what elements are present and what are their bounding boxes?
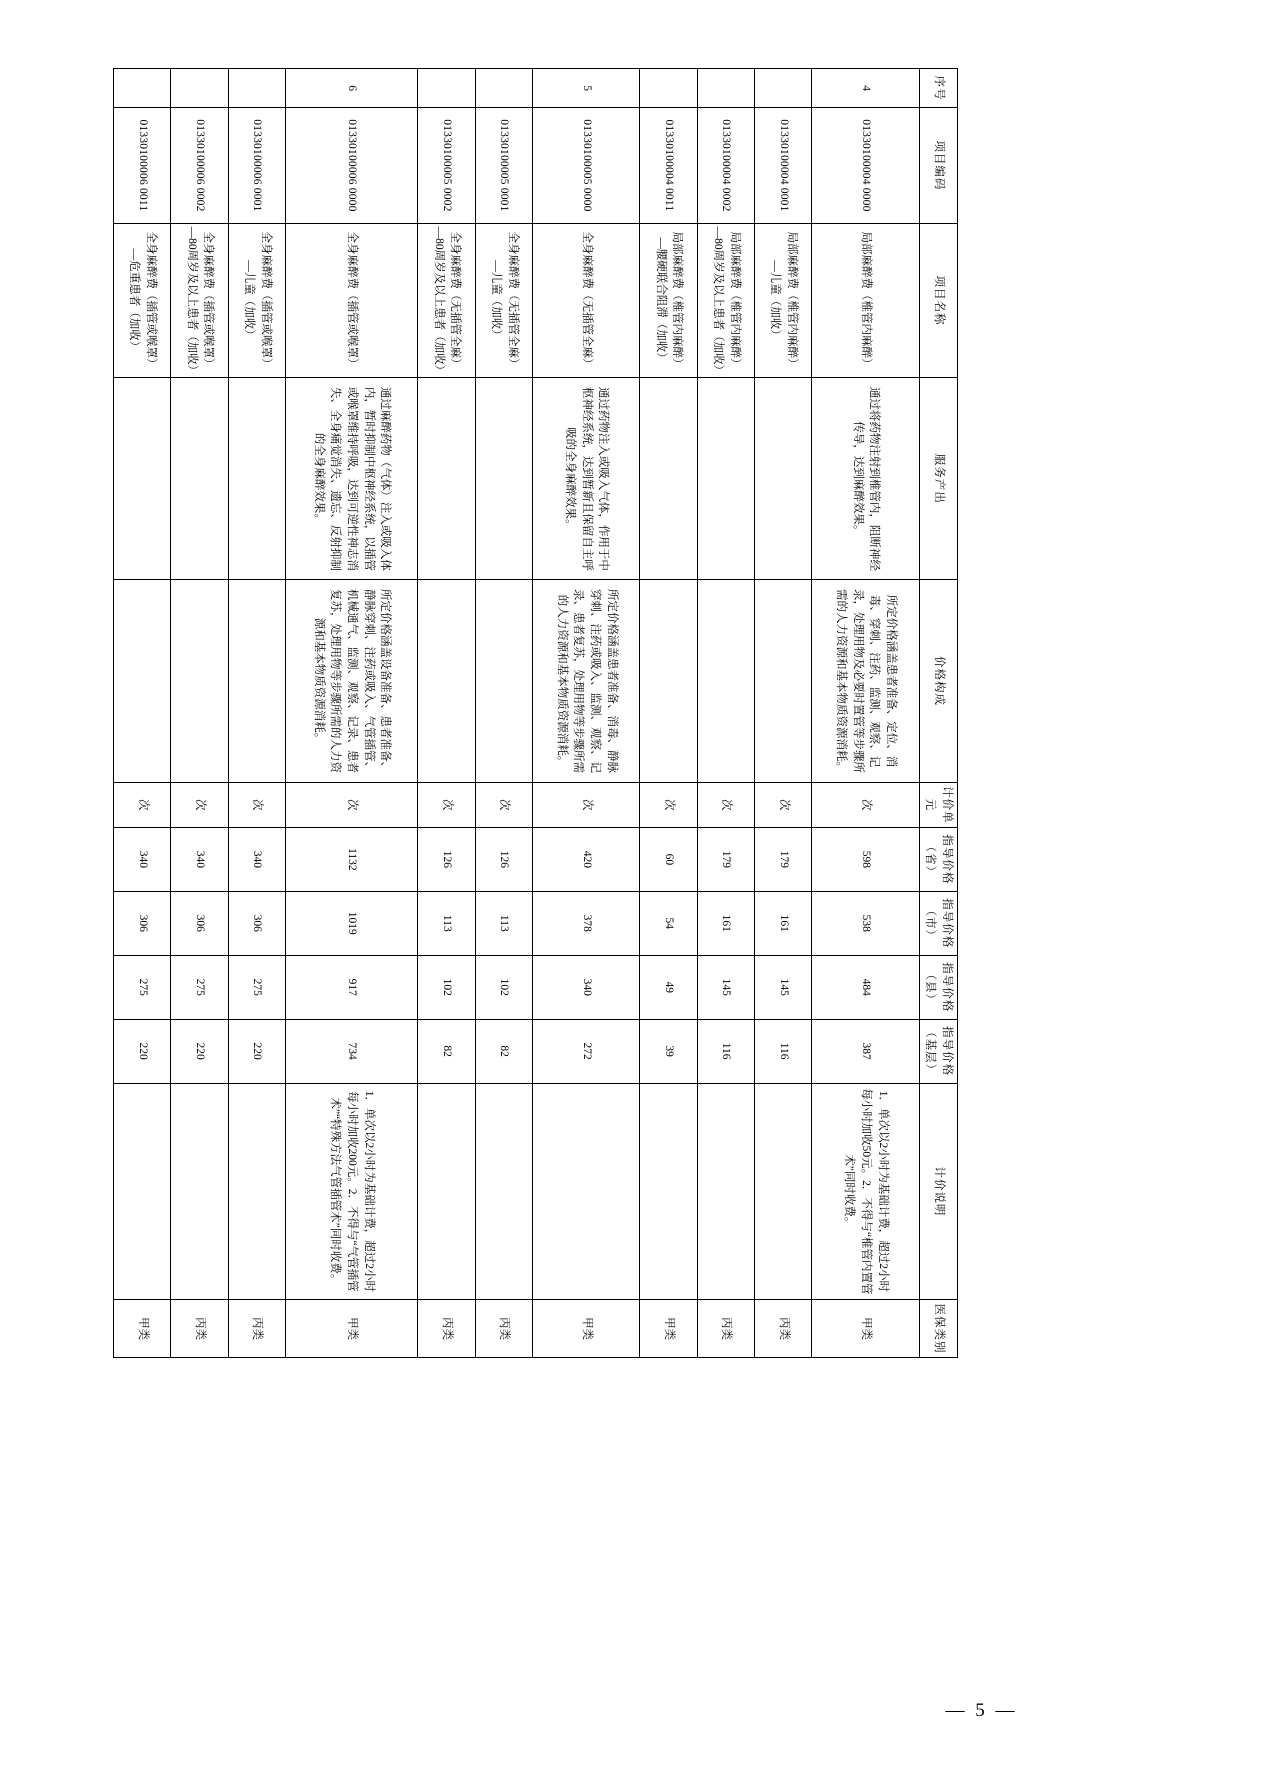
cell-output — [697, 378, 754, 580]
cell-seq — [418, 69, 475, 108]
table-row — [755, 69, 812, 1358]
cell-category: 甲类 — [812, 1300, 919, 1358]
cell-code: 01330100006 0001 — [228, 108, 285, 223]
cell-price-province: 60 — [640, 827, 697, 891]
table-row — [697, 69, 754, 1358]
cell-price-city: 54 — [640, 891, 697, 955]
cell-compose: 所定价格涵盖设备准备、患者准备、静脉穿刺、注药或吸入、气管插管、机械通气、监测、观察、记录、患者复苏，处理用物等步骤所需的人力资源和基本物质资源消耗。 — [286, 580, 418, 782]
cell-price-city: 161 — [697, 891, 754, 955]
cell-name: 局部麻醉费（椎管内麻醉）—腰硬联合阻滞（加收） — [640, 223, 697, 378]
cell-price-city: 113 — [475, 891, 532, 955]
header-output: 服务产出 — [919, 378, 957, 580]
header-note: 计价说明 — [919, 1083, 957, 1300]
cell-price-base: 220 — [114, 1019, 171, 1083]
cell-price-city: 378 — [533, 891, 640, 955]
cell-output — [114, 378, 171, 580]
cell-note — [697, 1083, 754, 1300]
cell-note — [533, 1083, 640, 1300]
cell-price-province: 1132 — [286, 827, 418, 891]
cell-category: 甲类 — [286, 1300, 418, 1358]
cell-category: 丙类 — [418, 1300, 475, 1358]
cell-output: 通过将药物注射到椎管内，阻断神经传导，达到麻醉效果。 — [812, 378, 919, 580]
cell-unit: 次 — [228, 782, 285, 827]
table-row — [812, 69, 919, 1358]
cell-name: 全身麻醉费（无插管全麻）—80周岁及以上患者（加收） — [418, 223, 475, 378]
cell-price-county: 145 — [755, 955, 812, 1019]
cell-price-province: 126 — [418, 827, 475, 891]
page-number: — 5 — — [945, 1700, 1018, 1721]
cell-price-province: 340 — [114, 827, 171, 891]
cell-price-county: 484 — [812, 955, 919, 1019]
cell-note: 1．单次以2小时为基础计费，超过2小时每小时加收200元。2．不得与“气管插管术”“特殊方法气管插管术”同时收费。 — [286, 1083, 418, 1300]
cell-seq — [697, 69, 754, 108]
cell-code: 01330100006 0011 — [114, 108, 171, 223]
cell-note — [640, 1083, 697, 1300]
cell-price-county: 49 — [640, 955, 697, 1019]
cell-unit: 次 — [171, 782, 228, 827]
header-seq: 序号 — [919, 69, 957, 108]
cell-price-base: 116 — [697, 1019, 754, 1083]
cell-price-base: 272 — [533, 1019, 640, 1083]
cell-note — [228, 1083, 285, 1300]
cell-compose: 所定价格涵盖患者准备、定位、消毒、穿刺、注药、监测、观察、记录，处理用物及必要时置管等步骤所需的人力资源和基本物质资源消耗。 — [812, 580, 919, 782]
cell-note — [755, 1083, 812, 1300]
cell-name: 全身麻醉费（无插管全麻）—儿童（加收） — [475, 223, 532, 378]
cell-unit: 次 — [640, 782, 697, 827]
cell-seq: 6 — [286, 69, 418, 108]
cell-name: 全身麻醉费（插管或喉罩）—儿童（加收） — [228, 223, 285, 378]
cell-price-county: 275 — [114, 955, 171, 1019]
cell-price-county: 917 — [286, 955, 418, 1019]
cell-compose — [418, 580, 475, 782]
cell-price-county: 102 — [418, 955, 475, 1019]
cell-price-county: 275 — [171, 955, 228, 1019]
cell-name: 全身麻醉费（插管或喉罩）—80周岁及以上患者（加收） — [171, 223, 228, 378]
page-number-container — [0, 1700, 1263, 1722]
cell-price-county: 275 — [228, 955, 285, 1019]
header-name: 项目名称 — [919, 223, 957, 378]
cell-price-city: 538 — [812, 891, 919, 955]
cell-compose — [475, 580, 532, 782]
cell-price-city: 1019 — [286, 891, 418, 955]
cell-code: 01330100005 0001 — [475, 108, 532, 223]
cell-unit: 次 — [812, 782, 919, 827]
price-table-container — [113, 68, 958, 1358]
cell-category: 丙类 — [228, 1300, 285, 1358]
cell-seq — [171, 69, 228, 108]
cell-price-city: 306 — [228, 891, 285, 955]
table-row — [533, 69, 640, 1358]
cell-price-province: 598 — [812, 827, 919, 891]
cell-price-base: 734 — [286, 1019, 418, 1083]
table-row — [640, 69, 697, 1358]
cell-note — [114, 1083, 171, 1300]
cell-seq — [228, 69, 285, 108]
cell-code: 01330100004 0002 — [697, 108, 754, 223]
cell-code: 01330100005 0002 — [418, 108, 475, 223]
cell-output — [755, 378, 812, 580]
cell-compose — [171, 580, 228, 782]
cell-seq — [475, 69, 532, 108]
cell-unit: 次 — [114, 782, 171, 827]
cell-price-base: 220 — [171, 1019, 228, 1083]
cell-name: 全身麻醉费（无插管全麻） — [533, 223, 640, 378]
cell-price-base: 82 — [418, 1019, 475, 1083]
cell-price-county: 340 — [533, 955, 640, 1019]
cell-compose: 所定价格涵盖患者准备、消毒、静脉穿刺、注药或吸入、监测、观察、记录、患者复苏，处理用物等步骤所需的人力资源和基本物质资源消耗。 — [533, 580, 640, 782]
header-compose: 价格构成 — [919, 580, 957, 782]
cell-output — [418, 378, 475, 580]
cell-price-county: 102 — [475, 955, 532, 1019]
cell-category: 丙类 — [755, 1300, 812, 1358]
table-body — [114, 69, 920, 1358]
header-price-province: 指导价格（省） — [919, 827, 957, 891]
cell-note — [475, 1083, 532, 1300]
cell-unit: 次 — [286, 782, 418, 827]
cell-price-base: 387 — [812, 1019, 919, 1083]
table-row — [475, 69, 532, 1358]
cell-seq: 4 — [812, 69, 919, 108]
cell-name: 局部麻醉费（椎管内麻醉）—80周岁及以上患者（加收） — [697, 223, 754, 378]
cell-name: 全身麻醉费（插管或喉罩）—危重患者（加收） — [114, 223, 171, 378]
cell-price-county: 145 — [697, 955, 754, 1019]
cell-unit: 次 — [533, 782, 640, 827]
cell-name: 全身麻醉费（插管或喉罩） — [286, 223, 418, 378]
cell-price-province: 126 — [475, 827, 532, 891]
table-header-row — [919, 69, 957, 1358]
cell-seq — [755, 69, 812, 108]
table-row — [228, 69, 285, 1358]
cell-unit: 次 — [697, 782, 754, 827]
cell-code: 01330100004 0001 — [755, 108, 812, 223]
cell-price-base: 82 — [475, 1019, 532, 1083]
cell-compose — [114, 580, 171, 782]
cell-price-province: 420 — [533, 827, 640, 891]
medical-price-table — [113, 68, 958, 1358]
cell-compose — [640, 580, 697, 782]
cell-price-province: 340 — [228, 827, 285, 891]
cell-note — [171, 1083, 228, 1300]
cell-category: 甲类 — [640, 1300, 697, 1358]
cell-price-province: 340 — [171, 827, 228, 891]
cell-price-province: 179 — [755, 827, 812, 891]
header-unit: 计价单元 — [919, 782, 957, 827]
cell-seq: 5 — [533, 69, 640, 108]
header-price-base: 指导价格（基层） — [919, 1019, 957, 1083]
cell-unit: 次 — [418, 782, 475, 827]
cell-code: 01330100005 0000 — [533, 108, 640, 223]
cell-output: 通过麻醉药物（气体）注入或吸入体内，暂时抑制中枢神经系统，以插管或喉罩维持呼吸，达到可逆性神志消失、全身痛觉消失、遗忘、反射抑制的全身麻醉效果。 — [286, 378, 418, 580]
cell-output — [228, 378, 285, 580]
header-price-city: 指导价格（市） — [919, 891, 957, 955]
cell-code: 01330100006 0000 — [286, 108, 418, 223]
cell-name: 局部麻醉费（椎管内麻醉） — [812, 223, 919, 378]
cell-unit: 次 — [475, 782, 532, 827]
cell-code: 01330100004 0011 — [640, 108, 697, 223]
cell-seq — [640, 69, 697, 108]
cell-price-base: 220 — [228, 1019, 285, 1083]
cell-output: 通过药物注入或吸入气体，作用于中枢神经系统，达到暂新且保留自主呼吸的全身麻醉效果。 — [533, 378, 640, 580]
cell-category: 丙类 — [171, 1300, 228, 1358]
table-row — [171, 69, 228, 1358]
cell-name: 局部麻醉费（椎管内麻醉）—儿童（加收） — [755, 223, 812, 378]
cell-output — [640, 378, 697, 580]
cell-code: 01330100006 0002 — [171, 108, 228, 223]
cell-seq — [114, 69, 171, 108]
cell-code: 01330100004 0000 — [812, 108, 919, 223]
header-code: 项目编码 — [919, 108, 957, 223]
cell-category: 甲类 — [114, 1300, 171, 1358]
cell-category: 丙类 — [475, 1300, 532, 1358]
cell-price-base: 116 — [755, 1019, 812, 1083]
cell-compose — [228, 580, 285, 782]
cell-price-province: 179 — [697, 827, 754, 891]
table-row — [114, 69, 171, 1358]
cell-output — [171, 378, 228, 580]
cell-price-city: 306 — [171, 891, 228, 955]
cell-category: 甲类 — [533, 1300, 640, 1358]
table-row — [418, 69, 475, 1358]
table-row — [286, 69, 418, 1358]
cell-category: 丙类 — [697, 1300, 754, 1358]
cell-note: 1．单次以2小时为基础计费，超过2小时每小时加收50元。2．不得与“椎管内置管术”同时收费。 — [812, 1083, 919, 1300]
cell-output — [475, 378, 532, 580]
cell-price-city: 113 — [418, 891, 475, 955]
cell-price-city: 306 — [114, 891, 171, 955]
header-category: 医保类别 — [919, 1300, 957, 1358]
cell-note — [418, 1083, 475, 1300]
header-price-county: 指导价格（县） — [919, 955, 957, 1019]
cell-compose — [697, 580, 754, 782]
cell-compose — [755, 580, 812, 782]
cell-unit: 次 — [755, 782, 812, 827]
cell-price-base: 39 — [640, 1019, 697, 1083]
cell-price-city: 161 — [755, 891, 812, 955]
